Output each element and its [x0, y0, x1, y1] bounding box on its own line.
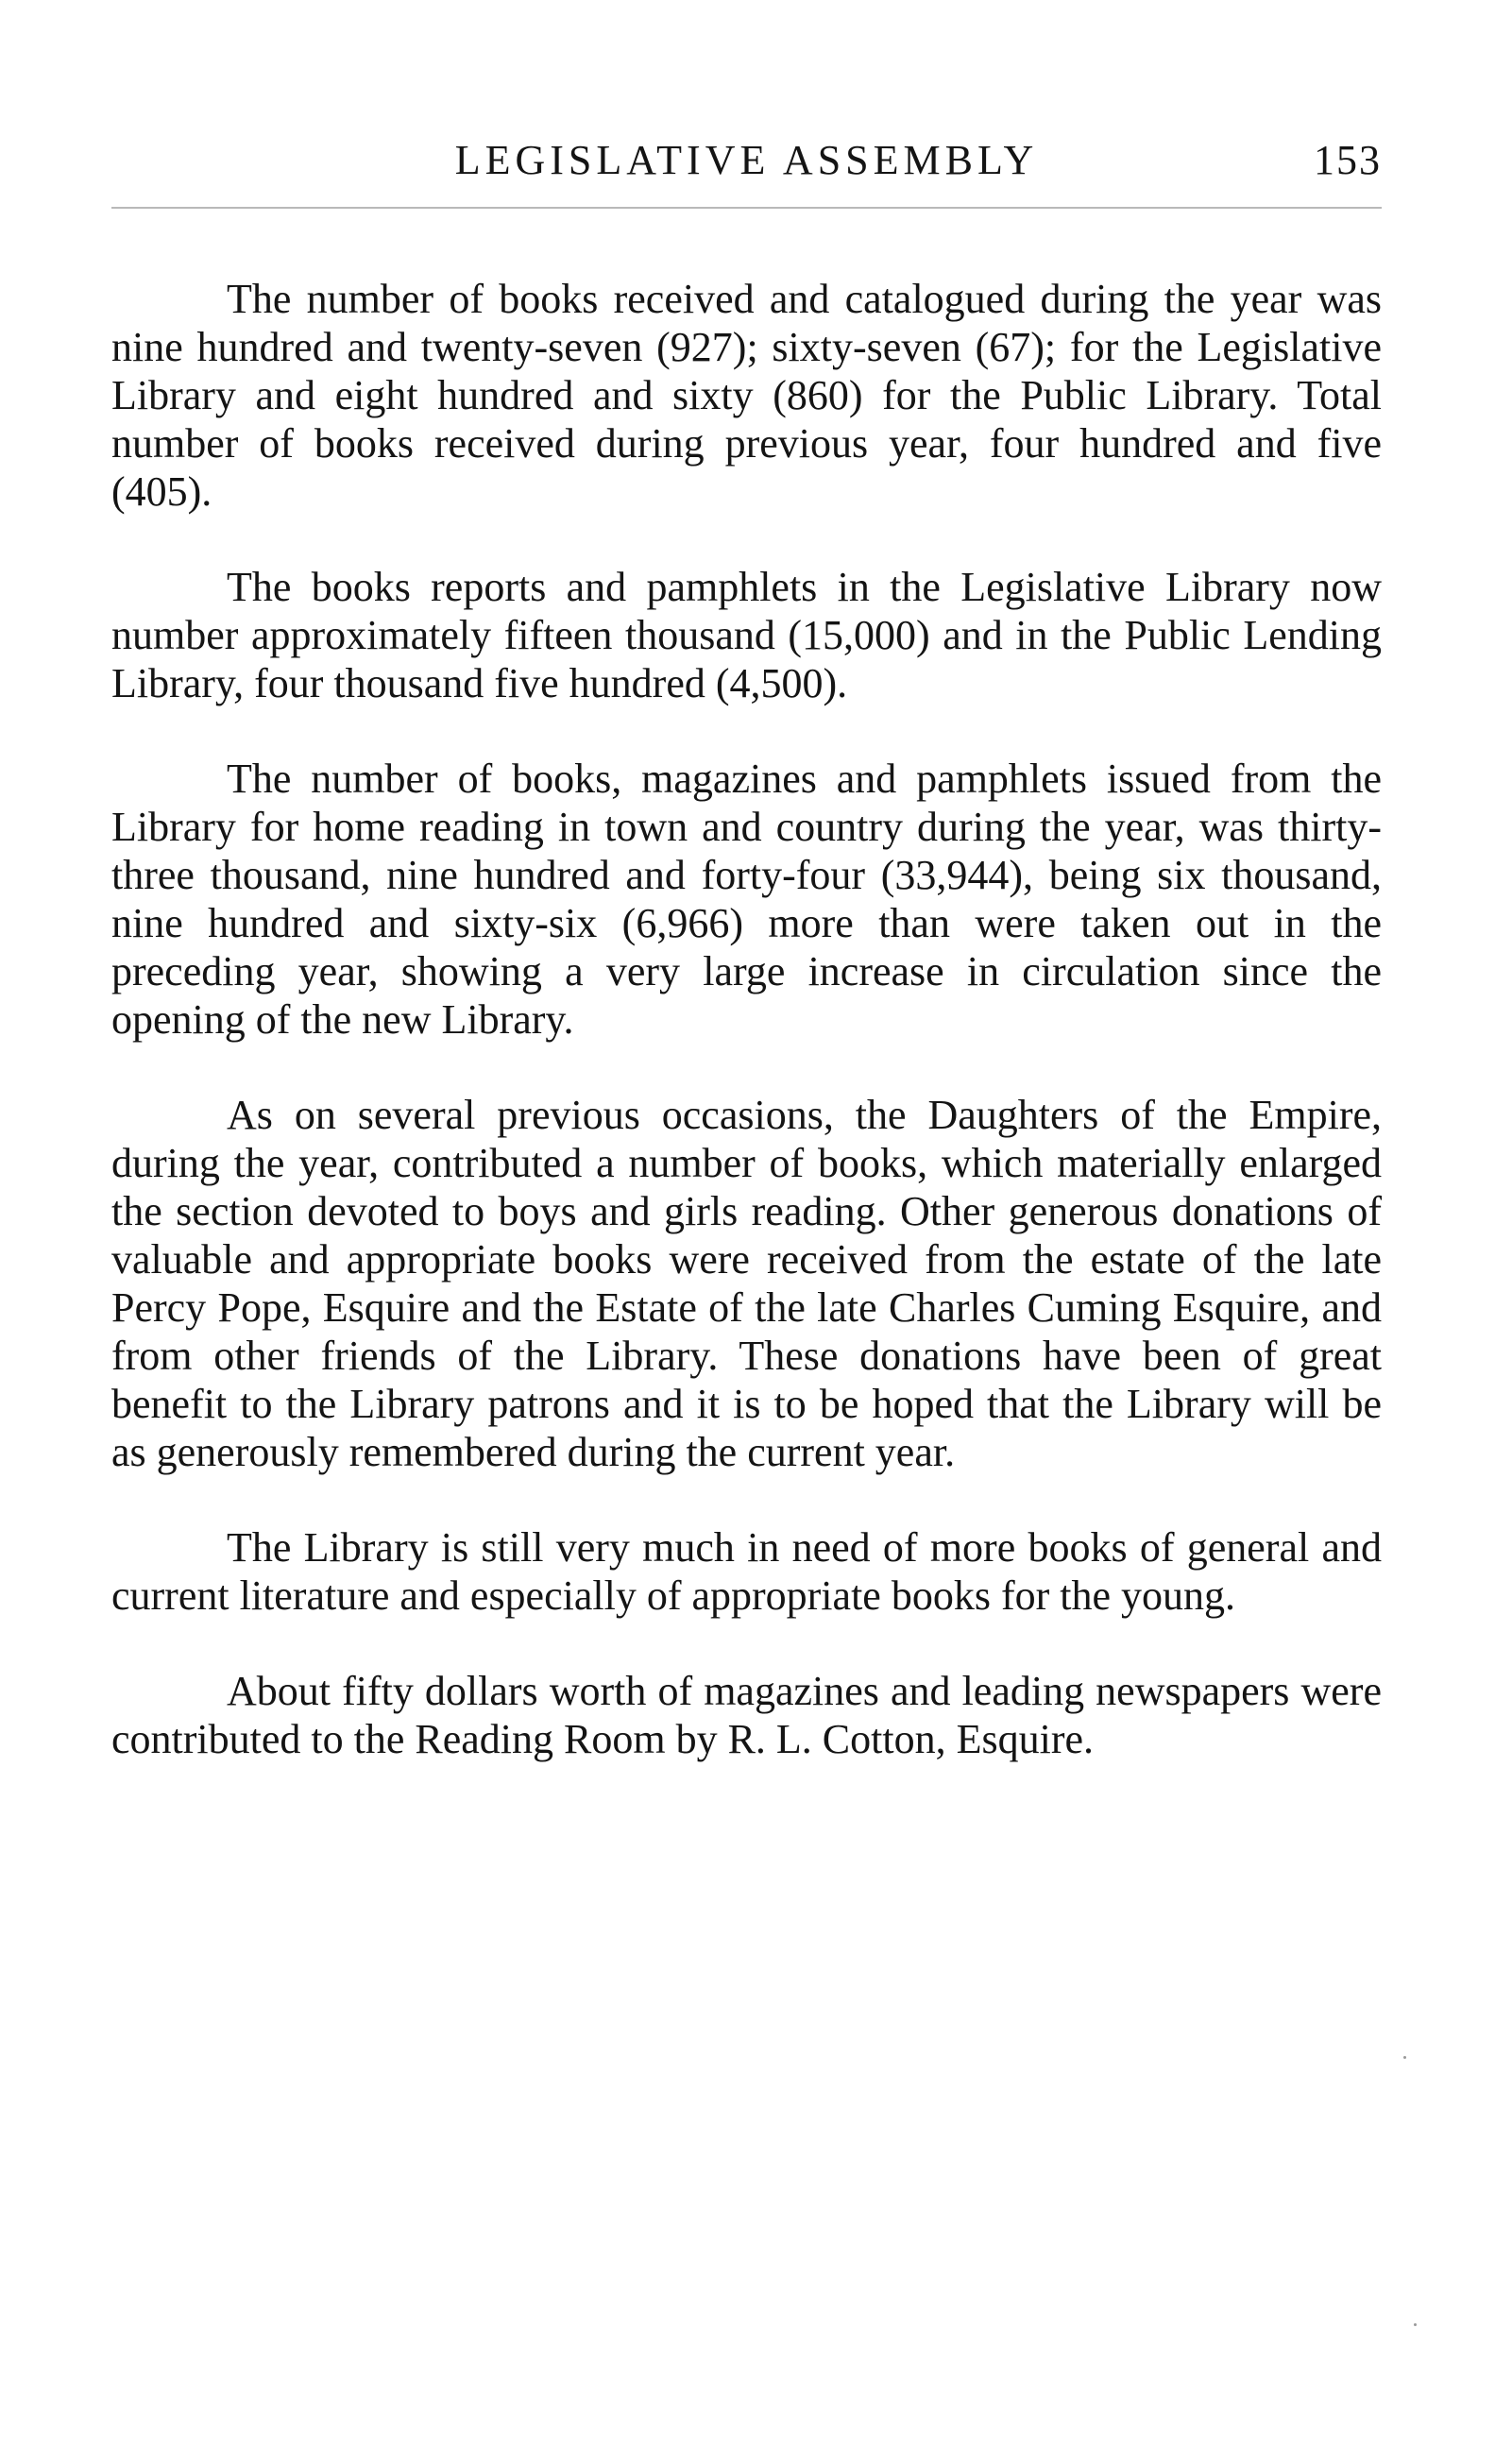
page-header	[111, 132, 1382, 189]
paragraph-books-received: The number of books received and catalogued during the year was nine hundred and twenty-seven (927); sixty-seven (67); for the Legislative Library and eight hundred and sixty (860) for the Public Library. Total number of books received during previous year, four hundred and five (405).	[111, 276, 1382, 515]
header-rule	[111, 207, 1382, 209]
page-number: 153	[1314, 137, 1382, 183]
scan-speck	[1414, 2323, 1417, 2326]
paragraph-donations: As on several previous occasions, the Daughters of the Empire, during the year, contributed a number of books, which materially enlarged the section devoted to boys and girls reading. Other generous donations of valuable and appropriate books were received from the estate of the late Percy Pope, Esquire and the Estate of the late Charles Cuming Esquire, and from other friends of the Library. These donations have been of great benefit to the Library patrons and it is to be hoped that the Library will be as generously remembered during the current year.	[111, 1092, 1382, 1475]
paragraph-library-needs: The Library is still very much in need of more books of general and current literature and especially of appropriate books for the young.	[111, 1524, 1382, 1619]
paragraph-circulation: The number of books, magazines and pamphlets issued from the Library for home reading in town and country during the year, was thirty-three thousand, nine hundred and forty-four (33,944), being six thousand, nine hundred and sixty-six (6,966) more than were taken out in the preceding year, showing a very large increase in circulation since the opening of the new Library.	[111, 756, 1382, 1043]
paragraph-magazines: About fifty dollars worth of magazines and leading newspapers were contributed to the Reading Room by R. L. Cotton, Esquire.	[111, 1668, 1382, 1762]
paragraph-library-holdings: The books reports and pamphlets in the Legislative Library now number approximately fifteen thousand (15,000) and in the Public Lending Library, four thousand five hundred (4,500).	[111, 564, 1382, 706]
running-title: LEGISLATIVE ASSEMBLY	[454, 137, 1039, 183]
body-text	[111, 275, 1382, 1810]
scan-speck	[1403, 2056, 1406, 2059]
